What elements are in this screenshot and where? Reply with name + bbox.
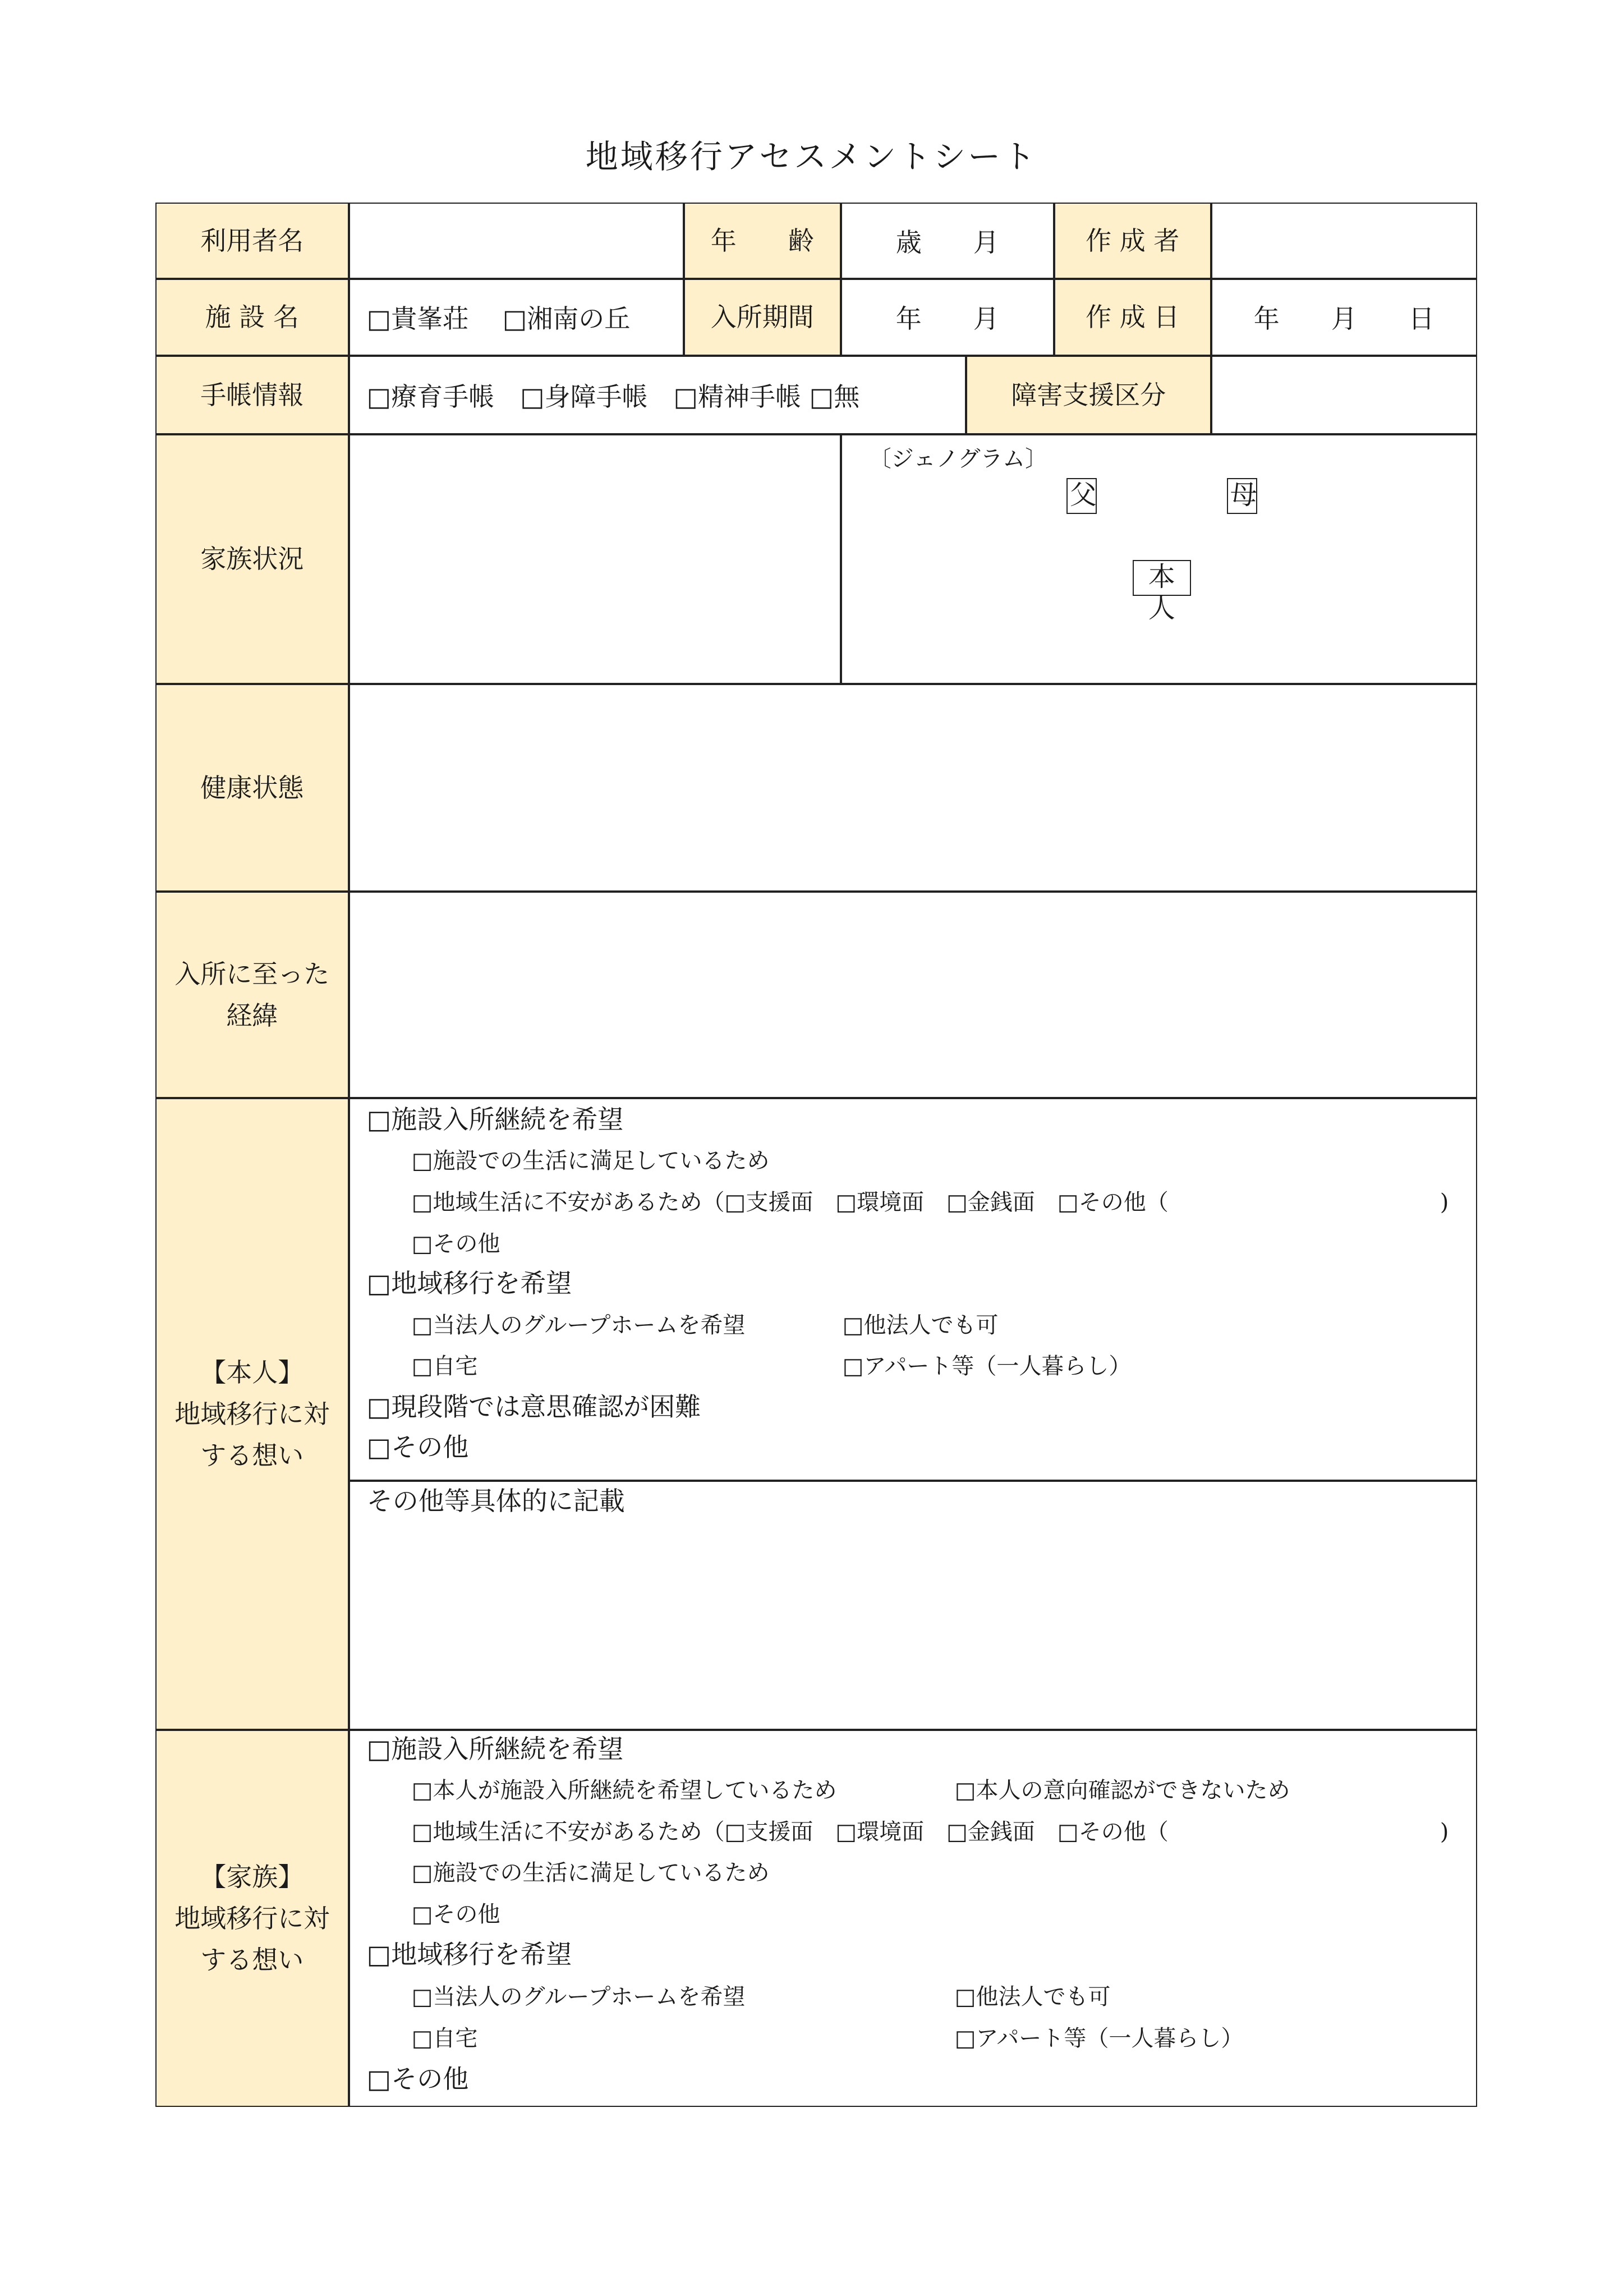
self-option-anxiety-close: ): [1440, 1189, 1449, 1215]
self-option-continue-other[interactable]: □その他: [411, 1230, 500, 1257]
family-option-apartment[interactable]: □アパート等（一人暮らし）: [954, 2025, 1244, 2051]
user-name-field[interactable]: [349, 203, 684, 279]
self-wish-checklist: [349, 1098, 1477, 1481]
support-category-label: 障害支援区分: [966, 356, 1211, 434]
created-date-field[interactable]: 年 月 日: [1211, 279, 1477, 356]
handbook-label: 手帳情報: [155, 356, 349, 434]
created-date-label: 作 成 日: [1054, 279, 1211, 356]
self-option-group-home[interactable]: □当法人のグループホームを希望: [411, 1312, 746, 1338]
stay-period-field[interactable]: 年 月: [841, 279, 1054, 356]
family-option-continue[interactable]: □施設入所継続を希望: [366, 1733, 624, 1764]
admission-history-label: [155, 892, 349, 1098]
family-status-field[interactable]: [349, 434, 841, 684]
support-category-field[interactable]: [1211, 356, 1477, 434]
admission-history-label-line2: 経緯: [226, 1000, 278, 1031]
self-wish-detail-label: その他等具体的に記載: [366, 1485, 625, 1516]
age-label: 年 齢: [684, 203, 841, 279]
genogram-label: 〔ジェノグラム〕: [868, 446, 1048, 472]
handbook-options[interactable]: □療育手帳 □身障手帳 □精神手帳 □無: [349, 356, 966, 434]
health-status-field[interactable]: [349, 684, 1477, 892]
self-wish-label-line3: する想い: [200, 1440, 304, 1471]
self-option-other[interactable]: □その他: [366, 1431, 469, 1462]
admission-history-label-line1: 入所に至った: [174, 958, 330, 989]
family-wish-label: [155, 1730, 349, 2107]
assessment-table: [156, 203, 1478, 2107]
self-option-difficult[interactable]: □現段階では意思確認が困難: [366, 1391, 701, 1422]
family-wish-checklist: [349, 1730, 1477, 2107]
genogram-father: 父: [1066, 478, 1097, 514]
family-status-label: 家族状況: [155, 434, 349, 684]
self-option-satisfied[interactable]: □施設での生活に満足しているため: [411, 1147, 770, 1174]
self-option-continue[interactable]: □施設入所継続を希望: [366, 1104, 624, 1135]
genogram-mother: 母: [1227, 478, 1257, 514]
family-option-anxiety[interactable]: □地域生活に不安があるため（□支援面 □環境面 □金銭面 □その他（: [411, 1819, 1169, 1845]
facility-options[interactable]: □貴峯荘 □湘南の丘: [349, 279, 684, 356]
self-option-other-corp[interactable]: □他法人でも可: [842, 1312, 999, 1338]
family-wish-label-line1: 【家族】: [200, 1861, 304, 1892]
self-wish-detail-field[interactable]: [349, 1481, 1477, 1730]
family-wish-label-line2: 地域移行に対: [174, 1903, 330, 1934]
self-option-anxiety[interactable]: □地域生活に不安があるため（□支援面 □環境面 □金銭面 □その他（: [411, 1189, 1169, 1215]
self-wish-label: [155, 1098, 349, 1730]
self-option-transition[interactable]: □地域移行を希望: [366, 1268, 572, 1298]
stay-period-label: 入所期間: [684, 279, 841, 356]
genogram-self: 本人: [1133, 560, 1191, 596]
admission-history-field[interactable]: [349, 892, 1477, 1098]
family-option-satisfied[interactable]: □施設での生活に満足しているため: [411, 1859, 770, 1886]
genogram-area: [841, 434, 1477, 684]
family-option-other[interactable]: □その他: [366, 2063, 469, 2094]
health-status-label: 健康状態: [155, 684, 349, 892]
user-name-label: 利用者名: [155, 203, 349, 279]
family-option-anxiety-close: ): [1440, 1819, 1449, 1845]
family-option-home[interactable]: □自宅: [411, 2025, 478, 2051]
self-wish-label-line2: 地域移行に対: [174, 1398, 330, 1429]
author-label: 作 成 者: [1054, 203, 1211, 279]
family-option-self-wants[interactable]: □本人が施設入所継続を希望しているため: [411, 1777, 837, 1803]
self-option-apartment[interactable]: □アパート等（一人暮らし）: [842, 1353, 1132, 1379]
family-option-continue-other[interactable]: □その他: [411, 1901, 500, 1927]
page-title: 地域移行アセスメントシート: [585, 137, 1038, 176]
self-wish-label-line1: 【本人】: [200, 1357, 304, 1388]
family-option-cannot-confirm[interactable]: □本人の意向確認ができないため: [954, 1777, 1290, 1803]
family-option-transition[interactable]: □地域移行を希望: [366, 1939, 572, 1969]
self-option-home[interactable]: □自宅: [411, 1353, 478, 1379]
family-option-group-home[interactable]: □当法人のグループホームを希望: [411, 1983, 746, 2010]
age-field[interactable]: 歳 月: [841, 203, 1054, 279]
family-option-other-corp[interactable]: □他法人でも可: [954, 1983, 1111, 2010]
family-wish-label-line3: する想い: [200, 1944, 304, 1975]
author-field[interactable]: [1211, 203, 1477, 279]
facility-label: 施 設 名: [155, 279, 349, 356]
